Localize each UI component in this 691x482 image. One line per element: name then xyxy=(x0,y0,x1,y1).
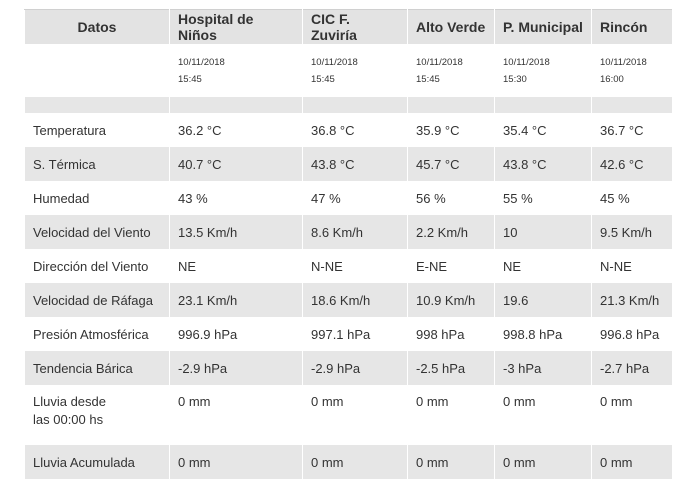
row-value: 0 mm xyxy=(408,385,495,445)
row-value: 0 mm xyxy=(170,445,303,479)
data-rows xyxy=(25,113,673,479)
separator-cell xyxy=(303,97,408,113)
row-value: 8.6 Km/h xyxy=(303,215,408,249)
header-cic-f-zuviria: CIC F. Zuviría xyxy=(303,10,408,45)
timestamp-cell xyxy=(495,44,592,97)
row-value: 997.1 hPa xyxy=(303,317,408,351)
table-row xyxy=(25,317,673,351)
row-value: 9.5 Km/h xyxy=(592,215,673,249)
header-datos: Datos xyxy=(25,10,170,45)
weather-table-container xyxy=(24,9,672,482)
timestamp-cell xyxy=(303,44,408,97)
row-value: 43.8 °C xyxy=(495,147,592,181)
table-row xyxy=(25,181,673,215)
weather-stations-table xyxy=(24,9,673,482)
row-value: 23.1 Km/h xyxy=(170,283,303,317)
row-value: 0 mm xyxy=(495,445,592,479)
row-value: 18.6 Km/h xyxy=(303,283,408,317)
row-value: -2.9 hPa xyxy=(170,351,303,385)
row-label: Velocidad del Viento xyxy=(25,215,170,249)
row-value: 42.6 °C xyxy=(592,147,673,181)
timestamp-cell xyxy=(170,44,303,97)
row-label: S. Térmica xyxy=(25,147,170,181)
row-value: 996.9 hPa xyxy=(170,317,303,351)
row-label: Lluvia Acumulada xyxy=(25,445,170,479)
timestamp-time: 15:45 xyxy=(416,73,440,85)
table-row xyxy=(25,385,673,445)
table-row xyxy=(25,351,673,385)
row-value: 0 mm xyxy=(170,385,303,445)
separator-cell xyxy=(170,97,303,113)
header-p-municipal: P. Municipal xyxy=(495,10,592,45)
row-label: Presión Atmosférica xyxy=(25,317,170,351)
row-value: 47 % xyxy=(303,181,408,215)
table-header-row xyxy=(25,10,673,45)
row-value: 36.7 °C xyxy=(592,113,673,147)
row-label: Temperatura xyxy=(25,113,170,147)
row-value: N-NE xyxy=(303,249,408,283)
timestamp-time: 16:00 xyxy=(600,73,624,85)
row-value: -2.5 hPa xyxy=(408,351,495,385)
row-value: 43.8 °C xyxy=(303,147,408,181)
table-row xyxy=(25,147,673,181)
row-value: 55 % xyxy=(495,181,592,215)
timestamp-date: 10/11/2018 xyxy=(503,56,550,68)
row-value: 36.2 °C xyxy=(170,113,303,147)
timestamp-cell xyxy=(408,44,495,97)
row-value: 21.3 Km/h xyxy=(592,283,673,317)
separator-cell xyxy=(495,97,592,113)
timestamp-date: 10/11/2018 xyxy=(178,56,225,68)
row-value: 43 % xyxy=(170,181,303,215)
row-value: -2.9 hPa xyxy=(303,351,408,385)
row-value: 0 mm xyxy=(592,445,673,479)
row-label-line: Lluvia desde xyxy=(33,394,106,409)
row-value: 0 mm xyxy=(592,385,673,445)
row-value: 0 mm xyxy=(495,385,592,445)
row-value: 40.7 °C xyxy=(170,147,303,181)
row-value: 45.7 °C xyxy=(408,147,495,181)
timestamp-label-empty xyxy=(25,44,170,97)
header-hospital-de-ninos: Hospital de Niños xyxy=(170,10,303,45)
header-rincon: Rincón xyxy=(592,10,673,45)
row-value: 35.4 °C xyxy=(495,113,592,147)
timestamp-date: 10/11/2018 xyxy=(600,56,647,68)
row-value: 36.8 °C xyxy=(303,113,408,147)
row-value: 998 hPa xyxy=(408,317,495,351)
row-label: Tendencia Bárica xyxy=(25,351,170,385)
timestamp-date: 10/11/2018 xyxy=(311,56,358,68)
row-value: NE xyxy=(495,249,592,283)
separator-row xyxy=(25,97,673,113)
row-value: 998.8 hPa xyxy=(495,317,592,351)
timestamp-time: 15:45 xyxy=(311,73,335,85)
row-value: 10.9 Km/h xyxy=(408,283,495,317)
separator-cell xyxy=(592,97,673,113)
row-value: NE xyxy=(170,249,303,283)
timestamp-date: 10/11/2018 xyxy=(416,56,463,68)
table-row xyxy=(25,215,673,249)
row-value: -3 hPa xyxy=(495,351,592,385)
row-value: E-NE xyxy=(408,249,495,283)
table-row xyxy=(25,113,673,147)
row-value: 0 mm xyxy=(303,445,408,479)
timestamp-row xyxy=(25,44,673,97)
row-value: 56 % xyxy=(408,181,495,215)
row-label: Humedad xyxy=(25,181,170,215)
row-value: 19.6 xyxy=(495,283,592,317)
row-value: 45 % xyxy=(592,181,673,215)
row-label-line: las 00:00 hs xyxy=(33,412,104,427)
timestamp-time: 15:30 xyxy=(503,73,527,85)
row-value: 0 mm xyxy=(303,385,408,445)
table-row xyxy=(25,249,673,283)
row-value: 2.2 Km/h xyxy=(408,215,495,249)
separator-cell xyxy=(408,97,495,113)
row-label xyxy=(25,385,170,445)
row-value: 10 xyxy=(495,215,592,249)
row-value: 35.9 °C xyxy=(408,113,495,147)
separator-cell xyxy=(25,97,170,113)
row-value: N-NE xyxy=(592,249,673,283)
row-value: -2.7 hPa xyxy=(592,351,673,385)
timestamp-cell xyxy=(592,44,673,97)
row-value: 996.8 hPa xyxy=(592,317,673,351)
header-alto-verde: Alto Verde xyxy=(408,10,495,45)
table-row xyxy=(25,283,673,317)
row-value: 13.5 Km/h xyxy=(170,215,303,249)
row-value: 0 mm xyxy=(408,445,495,479)
row-label: Dirección del Viento xyxy=(25,249,170,283)
table-row xyxy=(25,445,673,479)
row-label: Velocidad de Ráfaga xyxy=(25,283,170,317)
timestamp-time: 15:45 xyxy=(178,73,202,85)
